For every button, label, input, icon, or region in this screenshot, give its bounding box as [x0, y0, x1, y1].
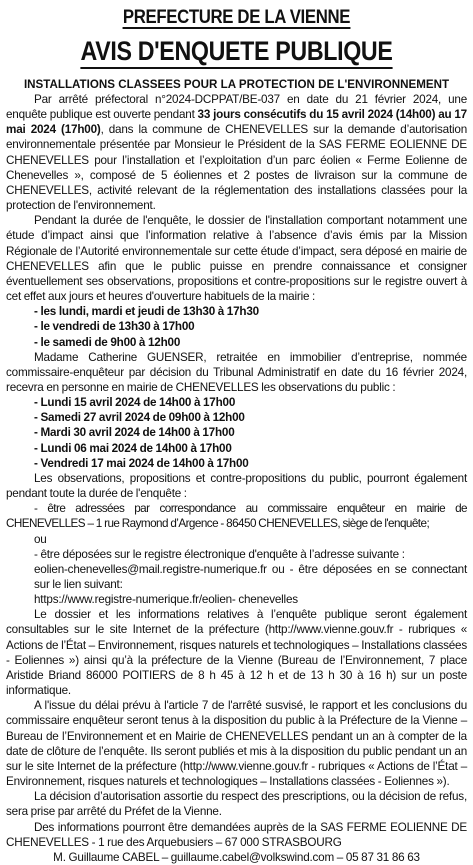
prefecture-title-text: PREFECTURE DE LA VIENNE [122, 6, 351, 28]
notice-body [6, 92, 467, 865]
permanence-item: - Mardi 30 avril 2024 de 14h00 à 17h00 [34, 426, 235, 440]
paragraph-informations: Des informations pourront être demandées auprès de la SAS FERME EOLIENNE DE CHENEVELLES - 1 rue des Arquebusiers – 67 000 STRASBOURG [6, 820, 467, 849]
arrete-text-start: Par arrêté préfectoral n°2024-DCPPAT/BE-037 en date du 21 février 2024, une enquête publique est ouverte pendant [6, 93, 467, 122]
permanence-item: - Lundi 06 mai 2024 de 14h00 à 17h00 [34, 441, 232, 455]
paragraph-decision: La décision d’autorisation assortie du respect des prescriptions, ou la décision de refus, sera prise par arrêté du Préfet de la Vienne. [6, 790, 467, 819]
registre-url: https://www.registre-numerique.fr/eolien- chenevelles [34, 593, 298, 607]
paragraph-arrete [6, 92, 467, 213]
paragraph-email: eolien-chenevelles@mail.registre-numerique.fr ou - être déposées en se connectant sur le lien suivant: [34, 562, 467, 591]
paragraph-correspondance: - être adressées par correspondance au commissaire enquêteur en mairie de CHENEVELLES – 1 rue Raymond d’Argence - 86450 CHENEVELLES, siège de l'enquête; [6, 502, 467, 531]
notice-title [38, 33, 434, 69]
permanence-item: - Lundi 15 avril 2024 de 14h00 à 17h00 [34, 396, 236, 410]
paragraph-commissaire: Madame Catherine GUENSER, retraitée en immobilier d’entreprise, nommée commissaire-enquêteur par décision du Tribunal Administratif en date du 16 février 2024, recevra en personne en mairie de CHENEVELLES les observations du public : [6, 350, 467, 394]
paragraph-rapport: A l'issue du délai prévu à l'article 7 de l'arrêté susvisé, le rapport et les conclusions du commissaire enquêteur seront tenus à la disposition du public à la Préfecture de la Vienne – Bureau de l’Environnement et en Mairie de CHENEVELLES pendant un an à compter de la date de clôture de l’enquête. Ils seront publiés et mis à la disposition du public pendant un an sur le site Internet de la préfecture (http://www.vienne.gouv.fr - rubriques « Actions de l’État – Environnement, risques naturels et technologiques – Installations classées - Eoliennes »). [6, 699, 467, 789]
separator-ou: ou [34, 532, 47, 546]
paragraph-registre: - être déposées sur le registre électronique d'enquête à l’adresse suivante : [34, 547, 405, 561]
hours-item: - le samedi de 9h00 à 12h00 [34, 335, 181, 349]
permanence-item: - Vendredi 17 mai 2024 de 14h00 à 17h00 [34, 456, 249, 470]
contact-line: M. Guillaume CABEL – guillaume.cabel@volkswind.com – 05 87 31 86 63 [53, 850, 420, 864]
notice-title-text: AVIS D'ENQUETE PUBLIQUE [81, 35, 393, 69]
notice-subtitle: INSTALLATIONS CLASSEES POUR LA PROTECTION DE L'ENVIRONNEMENT [23, 78, 450, 91]
paragraph-observations: Les observations, propositions et contre-propositions du public, pourront également pendant toute la durée de l'enquête : [6, 471, 467, 501]
hours-item: - le vendredi de 13h30 à 17h00 [34, 320, 195, 334]
paragraph-consultation: Le dossier et les informations relatives à l’enquête publique seront également consultables sur le site Internet de la préfecture (http://www.vienne.gouv.fr - rubriques « Actions de l’État – Environnement, risques naturels et technologiques – Installations classées - Eoliennes ») ainsi qu’à la préfecture de la Vienne (Bureau de l’Environnement, 7 place Aristide Briand 86000 POITIERS de 8 h 45 à 12 h et de 13 h 30 à 16 h) sur un poste informatique. [6, 608, 467, 698]
permanence-item: - Samedi 27 avril 2024 de 09h00 à 12h00 [34, 411, 245, 425]
paragraph-dossier: Pendant la durée de l'enquête, le dossier de l'installation comportant notamment une étude d’impact ainsi que l’information relative à l’absence d’avis émis par la Mission Régionale de l’Autorité environnementale sur cette étude d’impact, sera déposé en mairie de CHENEVELLES afin que le public puisse en prendre connaissance et consigner éventuellement ses observations, propositions et contre-propositions sur le registre ouvert à cet effet aux jours et heures d'ouverture habituels de la mairie : [6, 214, 467, 304]
enquete-dates: 33 jours consécutifs du 15 avril 2024 (14h00) au 17 mai 2024 (17h00) [6, 108, 467, 137]
hours-item: - les lundi, mardi et jeudi de 13h30 à 17h30 [34, 305, 259, 319]
prefecture-title [38, 6, 434, 29]
arrete-text-end: , dans la commune de CHENEVELLES sur la demande d’autorisation environnementale présentée par Monsieur le Président de la SAS FERME EOLIENNE DE CHENEVELLES pour l’installation et l’exploitation d’un parc éolien « Ferme Eolienne de Chenevelles », composé de 5 éoliennes et 2 postes de livraison sur la commune de CHENEVELLES, activité relevant de la réglementation des installations classées pour la protection de l'environnement. [6, 123, 467, 213]
